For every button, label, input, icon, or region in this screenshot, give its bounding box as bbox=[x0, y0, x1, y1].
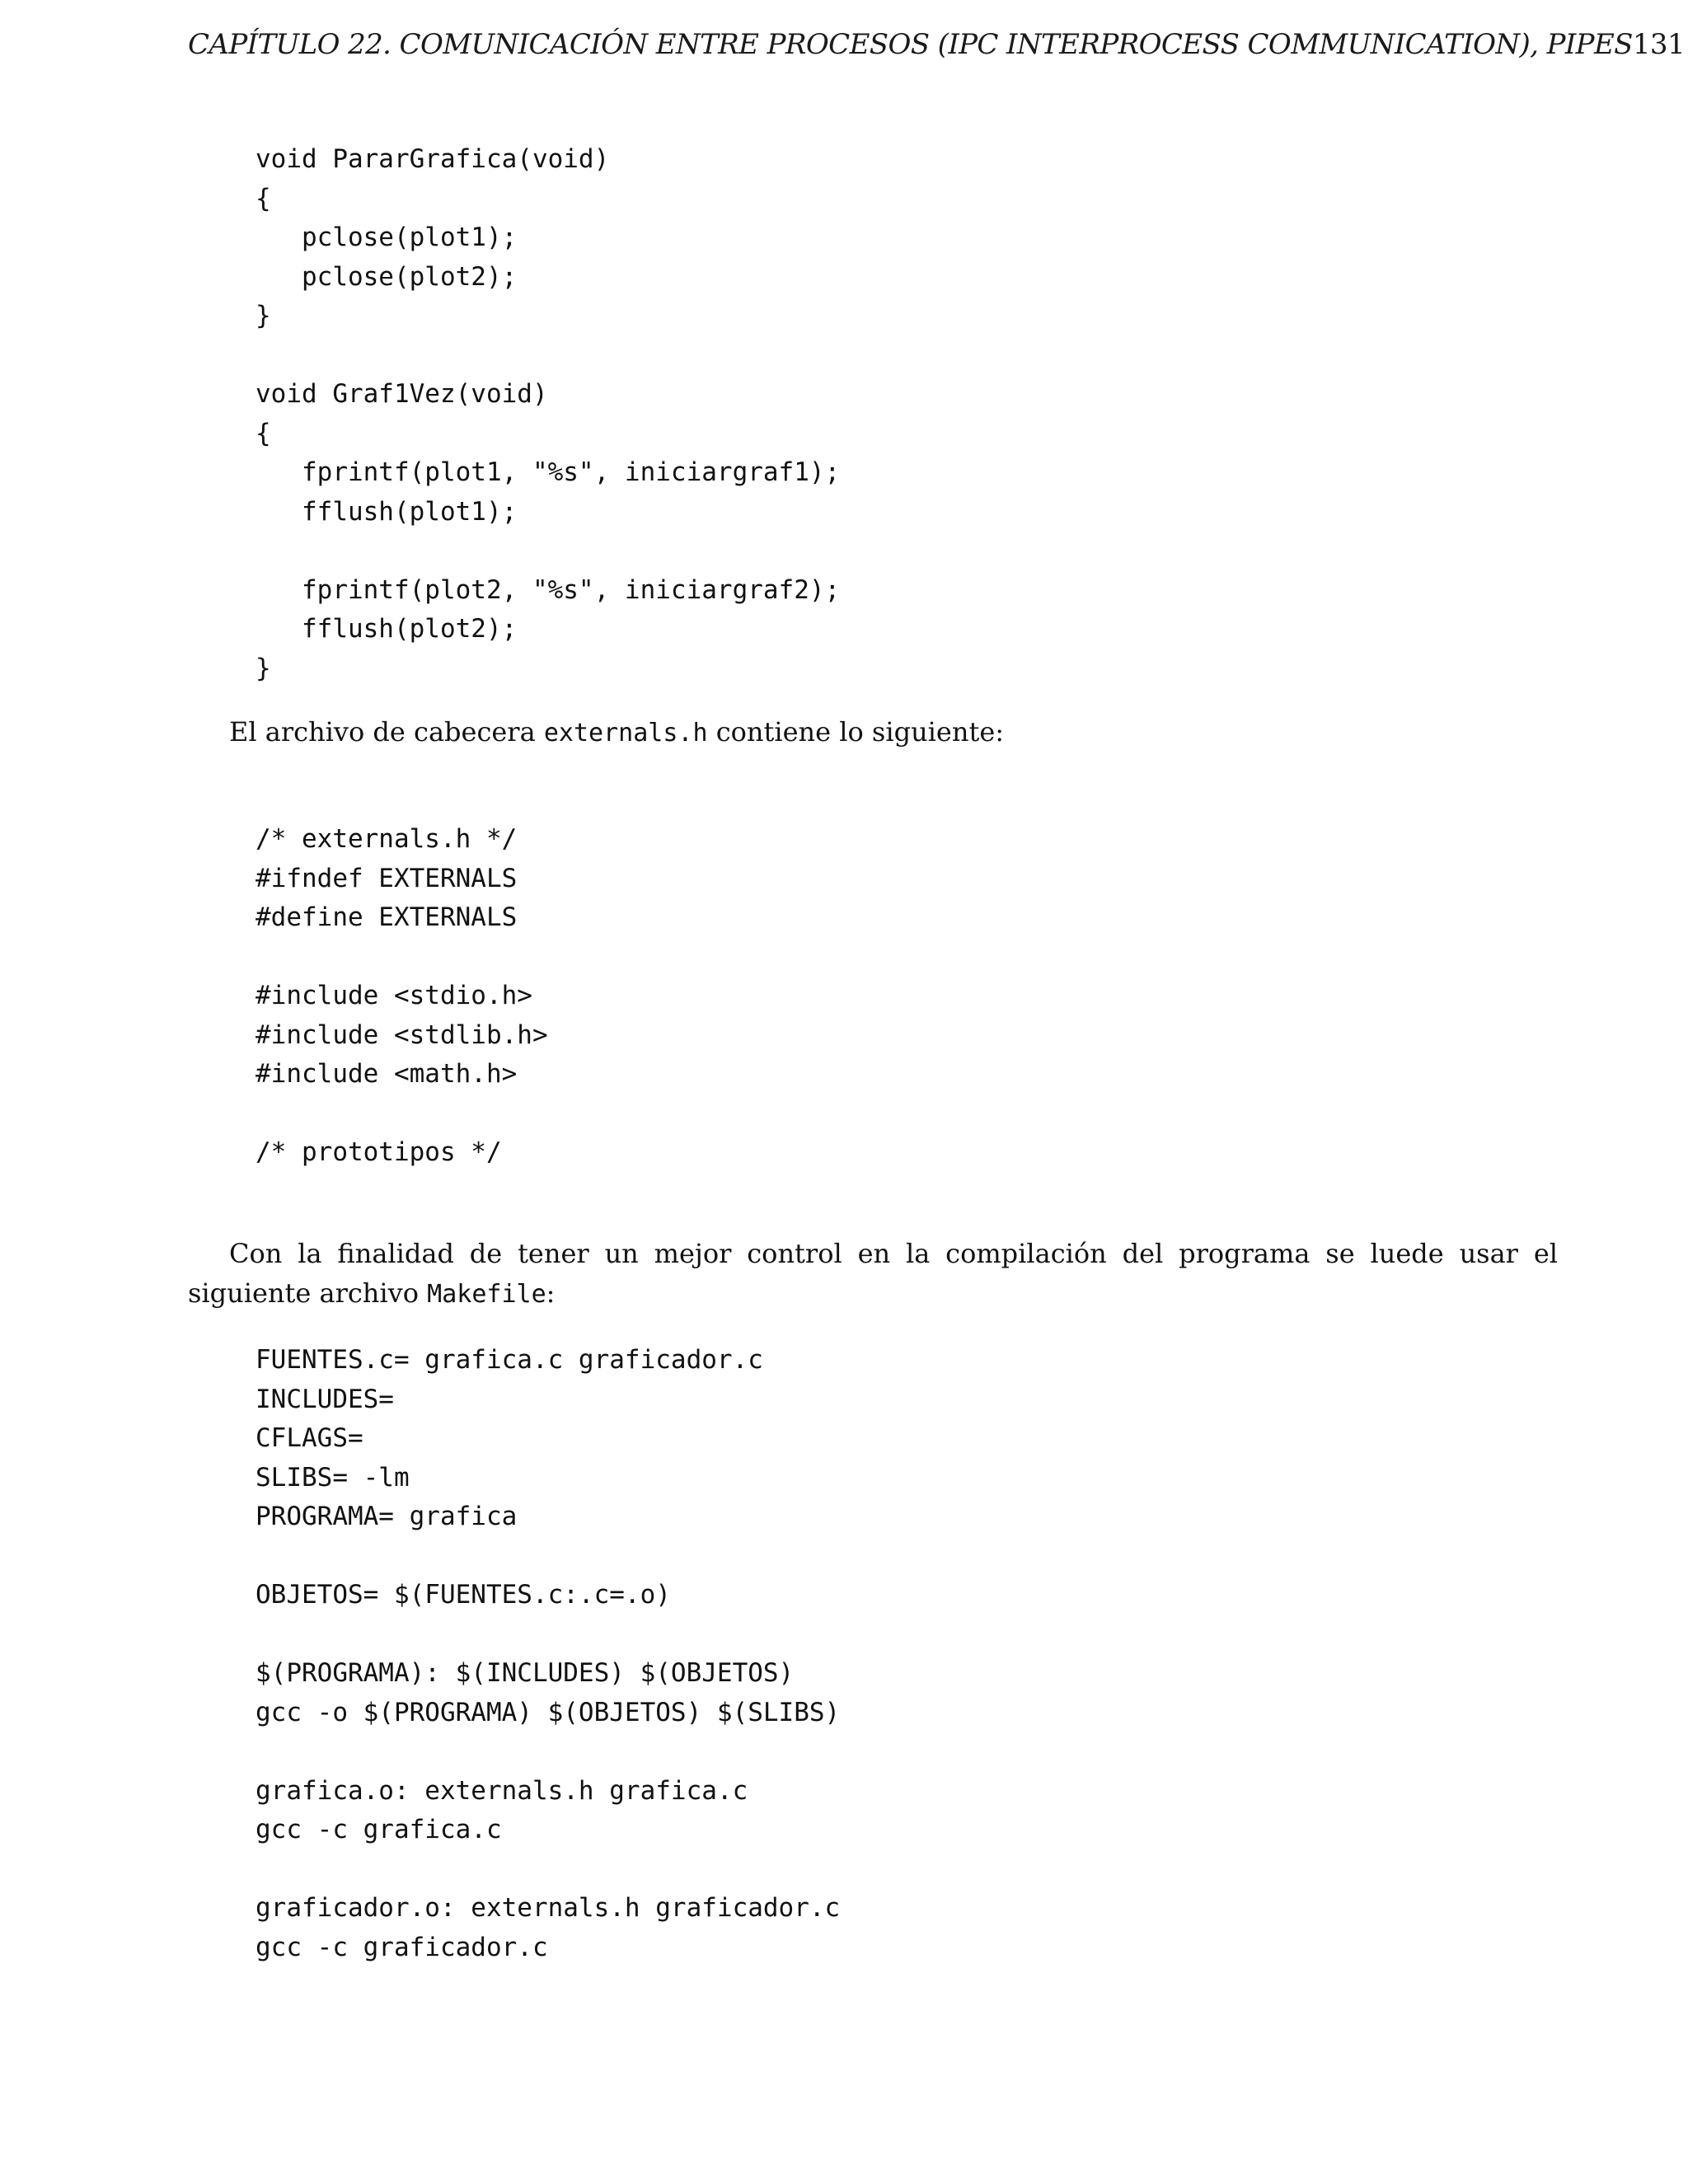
code-block-externals-h: /* externals.h */ #ifndef EXTERNALS #define EXTERNALS #include <stdio.h> #include <stdlib.h> #include <math.h> /* prototipos */ bbox=[256, 824, 548, 1167]
chapter-title: CAPÍTULO 22. COMUNICACIÓN ENTRE PROCESOS (IPC INTERPROCESS COMMUNICATION), PIPES bbox=[188, 28, 1633, 61]
paragraph-text: contiene lo siguiente: bbox=[707, 716, 1005, 748]
running-header bbox=[188, 26, 1685, 63]
paragraph-text: : bbox=[546, 1277, 556, 1309]
code-block-graf1vez: void Graf1Vez(void) { fprintf(plot1, "%s", iniciargraf1); fflush(plot1); fprintf(plot2, "%s", iniciargraf2); fflush(plot2); } bbox=[256, 379, 841, 683]
code-block-makefile: FUENTES.c= grafica.c graficador.c INCLUDES= CFLAGS= SLIBS= -lm PROGRAMA= grafica OBJETOS= $(FUENTES.c:.c=.o) $(PROGRAMA): $(INCLUDES) $(OBJETOS) gcc -o $(PROGRAMA) $(OBJETOS) $(SLIBS) grafica.o: externals.h grafica.c gcc -c grafica.c graficador.o: externals.h graficador.c gcc -c graficador.c bbox=[256, 1345, 841, 1962]
code-block-parar-grafica: void PararGrafica(void) { pclose(plot1); pclose(plot2); } bbox=[256, 144, 610, 330]
inline-code-filename: Makefile bbox=[427, 1280, 546, 1309]
paragraph-text: Con la finalidad de tener un mejor control en la compilación del programa se luede usar el siguiente archivo bbox=[188, 1238, 1558, 1309]
inline-code-filename: externals.h bbox=[543, 719, 708, 748]
paragraph-makefile-intro bbox=[188, 1234, 1558, 1315]
paragraph-text: El archivo de cabecera bbox=[229, 716, 544, 748]
page-number: 131 bbox=[1632, 28, 1685, 61]
paragraph-externals-intro bbox=[188, 712, 1558, 753]
